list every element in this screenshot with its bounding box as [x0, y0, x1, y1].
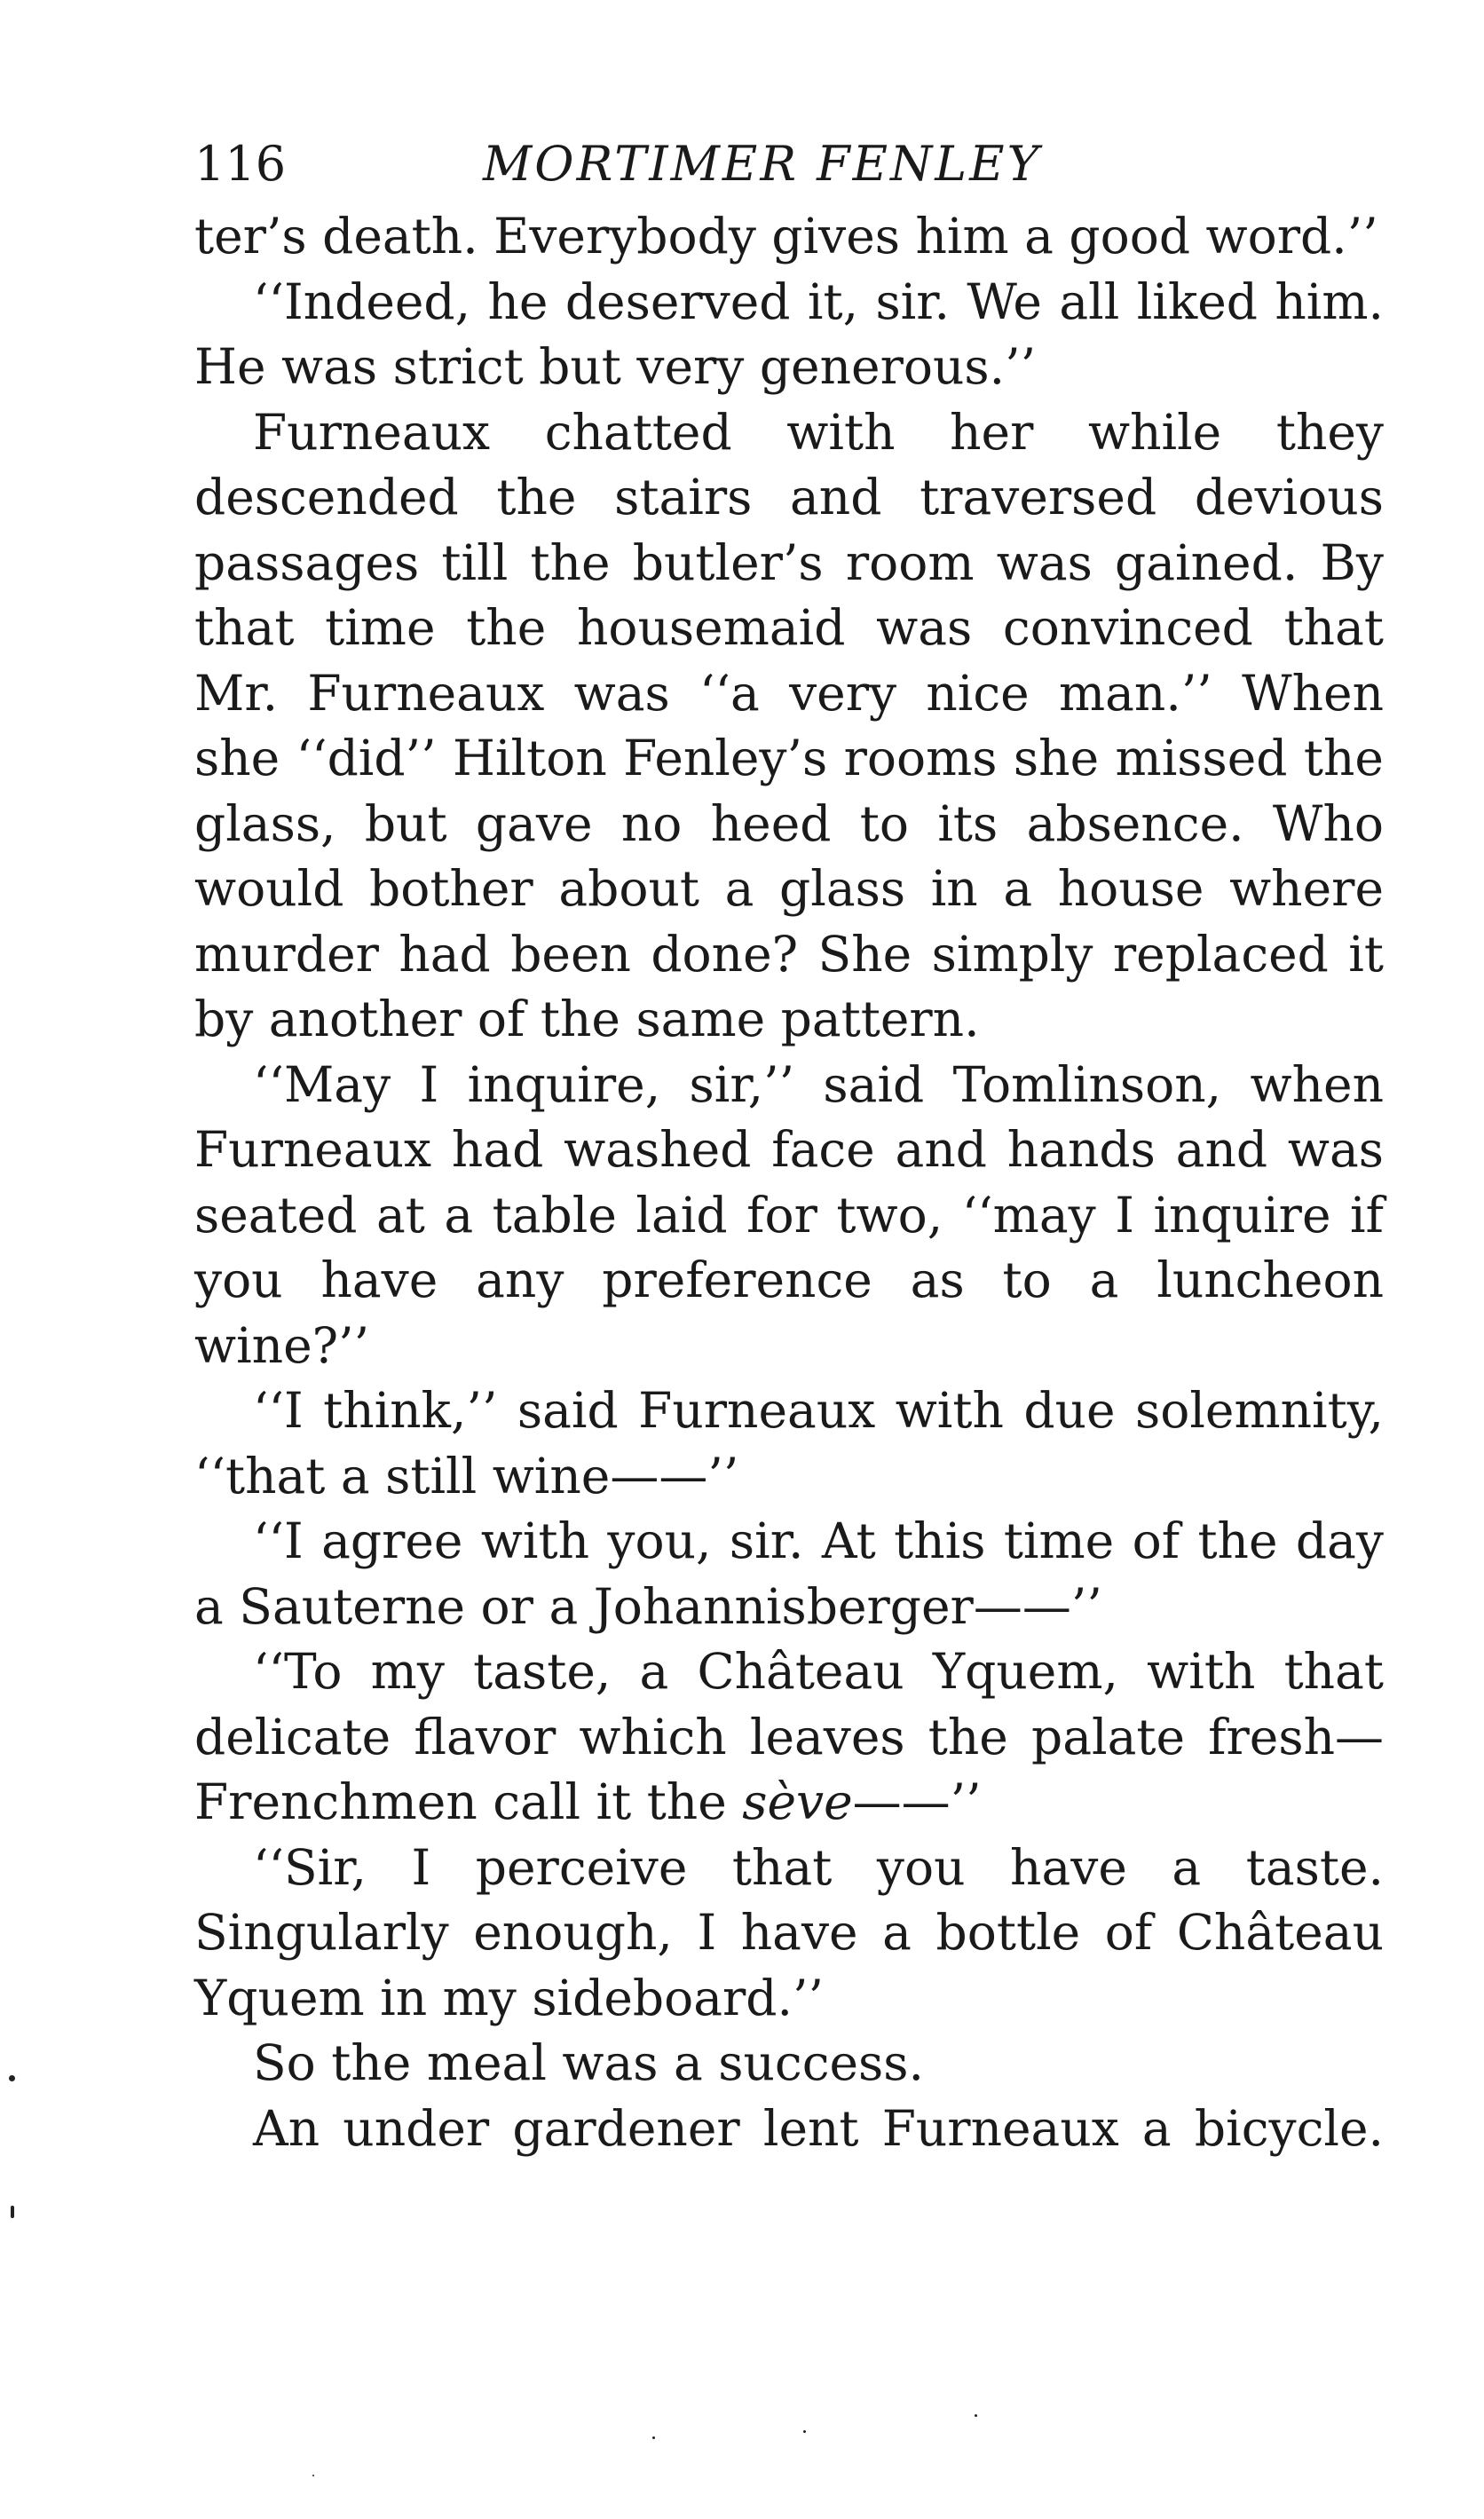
paragraph-continued: ter’s death. Everybody gives him a good word.’’	[194, 208, 1378, 265]
paragraph	[194, 1639, 1384, 1836]
scan-speck	[9, 2075, 15, 2081]
paragraph: ‘‘Indeed, he deserved it, sir. We all liked him. He was strict but very generous.’’	[194, 272, 1384, 395]
paragraph: ‘‘I agree with you, sir. At this time of the day a Sauterne or a Johannisberger——’’	[194, 1512, 1384, 1635]
paragraph: ‘‘Sir, I perceive that you have a taste. Singularly enough, I have a bottle of Château Yquem in my sideboard.’’	[194, 1838, 1384, 2026]
paragraph: An under gardener lent Furneaux a bicycle.	[253, 2099, 1384, 2157]
scan-speck	[312, 2475, 314, 2476]
italic-word: sève	[742, 1773, 853, 1830]
page-header	[194, 124, 1384, 204]
scan-speck	[975, 2414, 977, 2417]
paragraph: ‘‘I think,’’ said Furneaux with due solemnity, ‘‘that a still wine——’’	[194, 1382, 1384, 1504]
paragraph-text: ‘‘To my taste, a Château Yquem, with that delicate flavor which leaves the palate fresh—Frenchmen call it the	[194, 1643, 1384, 1830]
scan-speck	[652, 2436, 655, 2439]
page-number: 116	[194, 136, 287, 192]
scan-speck	[803, 2430, 806, 2433]
paragraph: So the meal was a success.	[253, 2034, 924, 2091]
paragraph: Furneaux chatted with her while they descended the stairs and traversed devious passages till the butler’s room was gained. By that time the housemaid was convinced that Mr. Furneaux was ‘‘a very nice man.’’ When she ‘‘did’’ Hilton Fenley’s rooms she missed the glass, but gave no heed to its absence. Who would bother about a glass in a house where murder had been done? She simply replaced it by another of the same pattern.	[194, 403, 1384, 1047]
paragraph-text: ——’’	[852, 1773, 982, 1830]
book-page	[194, 124, 1384, 2161]
paragraph: ‘‘May I inquire, sir,’’ said Tomlinson, when Furneaux had washed face and hands and was seated at a table laid for two, ‘‘may I inquire if you have any preference as to a luncheon wine?’’	[194, 1055, 1384, 1374]
body-text	[194, 204, 1384, 2161]
running-head: MORTIMER FENLEY	[483, 136, 1042, 192]
scan-speck	[11, 2206, 14, 2218]
